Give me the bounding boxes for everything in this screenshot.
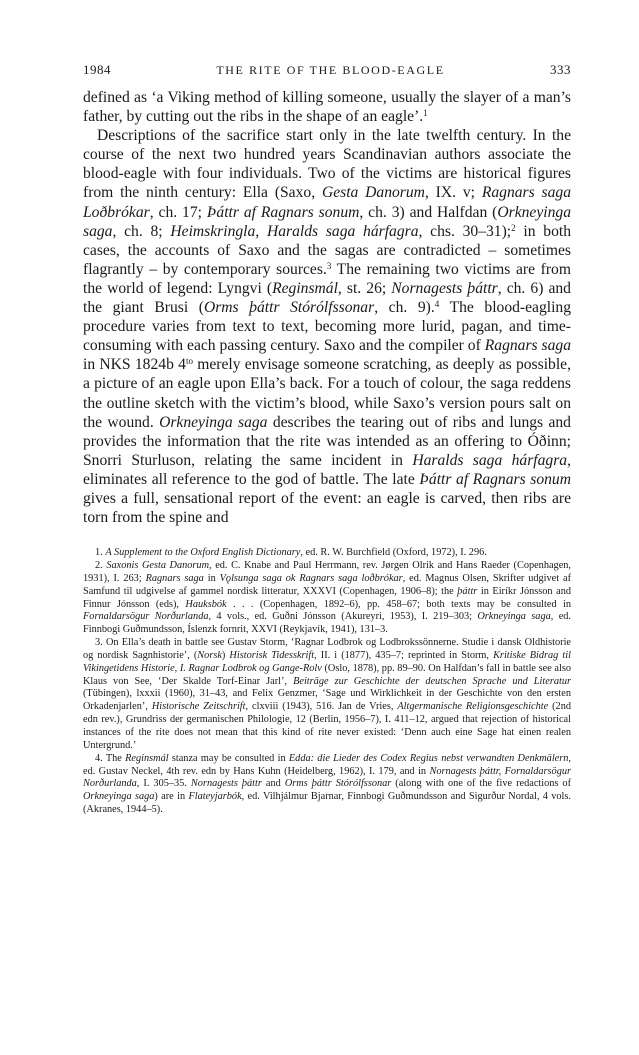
footnote-3: 3. On Ella’s death in battle see Gustav Storm, ‘Ragnar Lodbrok og Lodbrokssönnerne. Studie i dansk Oldhistorie og nordisk Sagnhistorie’, (Norsk) Historisk Tidesskrift, II. i (1877), 435–7; reprinted in Storm, Kritiske Bidrag til Vikingetidens Historie, I. Ragnar Lodbrok og Gange-Rolv (Oslo, 1878), pp. 89–90. On Halfdan’s fall in battle see also Klaus von See, ‘Der Skalde Torf-Einar Jarl’, Beiträge zur Geschichte der deutschen Sprache und Literatur (Tübingen), lxxxii (1960), 31–43, and Felix Genzmer, ‘Sage und Wirklichkeit in der Geschichte von den ersten Orkadenjarlen’, Historische Zeitschrift, clxviii (1943), 516. Jan de Vries, Altgermanische Religionsgeschichte (2nd edn rev.), Grundriss der germanischen Philologie, 12 (Berlin, 1956–7), I. 411–12, argued that rejection of historical instances of the rite does not mean that this kind of rite never existed: ‘Denn auch eine Sage hat einen realen Untergrund.’: [83, 637, 572, 751]
header-title: THE RITE OF THE BLOOD-EAGLE: [216, 63, 445, 77]
footnote-ref-2: 2: [511, 222, 516, 233]
running-header: [83, 62, 571, 82]
footnote-ref-3: 3: [326, 260, 332, 271]
footnote-4: 4. The Reginsmál stanza may be consulted in Edda: die Lieder des Codex Regius nebst verwandten Denkmälern, ed. Gustav Neckel, 4th rev. edn by Hans Kuhn (Heidelberg, 1962), I. 179, and in Nornagests þáttr, Fornaldarsögur Norðurlanda, I. 305–35. Nornagests þáttr and Orms þáttr Stórólfssonar (along with one of the five redactions of Orkneyinga saga) are in Flateyjarbók, ed. Vilhjálmur Bjarnar, Finnbogi Guðmundsson and Sigurður Nordal, 4 vols. (Akranes, 1944–5).: [83, 752, 572, 816]
footnote-ref-4: 4: [434, 299, 440, 310]
page-number: 333: [549, 62, 571, 77]
paragraph-1: defined as ‘a Viking method of killing someone, usually the slayer of a man’s father, by cutting out the ribs in the shape of an eagle’.$^1$: [83, 89, 571, 126]
footnotes: [83, 547, 571, 817]
footnote-1: 1. A Supplement to the Oxford English Dictionary, ed. R. W. Burchfield (Oxford, 1972), I. 296.: [95, 547, 487, 559]
journal-page: [83, 62, 571, 817]
footnote-ref-1: 1: [423, 108, 428, 119]
footnote-2: 2. Saxonis Gesta Danorum, ed. C. Knabe and Paul Herrmann, rev. Jørgen Olrik and Hans Raeder (Copenhagen, 1931), I. 263; Ragnars saga in Vǫlsunga saga ok Ragnars saga loðbrókar, ed. Magnus Olsen, Skrifter udgivet af Samfund til udgivelse af gammel nordisk litteratur, XXXVI (Copenhagen, 1906–8); the þáttr in Eiríkr Jónsson and Finnur Jónsson (eds), Hauksbók . . . (Copenhagen, 1892–6), pp. 458–67; both texts may be consulted in Fornaldarsögur Norðurlanda, 4 vols., ed. Guðni Jónsson (Akureyri, 1953), I. 219–303; Orkneyinga saga, ed. Finnbogi Guðmundsson, Íslenzk fornrit, XXVI (Reykjavík, 1941), 131–3.: [83, 560, 571, 636]
body-text: [83, 88, 571, 527]
header-year: 1984: [83, 62, 111, 77]
paragraph-2: Descriptions of the sacrifice start only in the late twelfth century. In the course of the next two hundred years Scandinavian authors associate the blood-eagle with four individuals. Two of the victims are historical figures from the ninth century: Ella (Saxo, Gesta Danorum, IX. v; Ragnars saga Loðbrókar, ch. 17; Þáttr af Ragnars sonum, ch. 3) and Halfdan (Orkneyinga saga, ch. 8; Heimskringla, Haralds saga hárfagra, chs. 30–31);$^2$ in both cases, the accounts of Saxo and the sagas are contradicted – sometimes flagrantly – by contemporary sources.$^3$ The remaining two victims are from the world of legend: Lyngvi (Reginsmál, st. 26; Nornagests þáttr, ch. 6) and the giant Brusi (Orms þáttr Stórólfssonar, ch. 9).$^4$ The blood-eagling procedure varies from text to text, becoming more lurid, pagan, and time-consuming with each passing century. Saxo and the compiler of Ragnars saga in NKS 1824b $4^{to}$ merely envisage someone scratching, as deeply as possible, a picture of an eagle upon Ella’s back. For a touch of colour, the saga reddens the outline sketch with the victim’s blood, while Saxo’s version pours salt on the wound. Orkneyinga saga describes the tearing out of ribs and lungs and provides the information that the rite was intended as an offering to Óðinn; Snorri Sturluson, relating the same incident in Haralds saga hárfagra, eliminates all reference to the god of battle. The late Þáttr af Ragnars sonum gives a full, sensational report of the event: an eagle is carved, then ribs are torn from the spine and: [83, 127, 572, 527]
